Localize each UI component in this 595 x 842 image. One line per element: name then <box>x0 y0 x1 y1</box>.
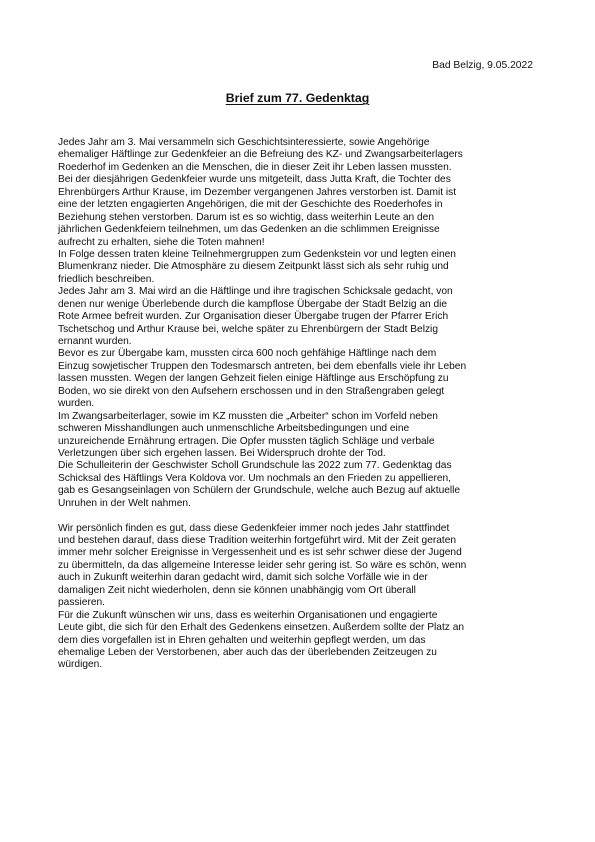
paragraph-line: immer mehr solcher Ereignisse in Vergessenheit und es ist sehr schwer diese der Jugend <box>58 547 462 559</box>
paragraph-line: ehemalige Leben der Verstorbenen, aber auch das der überlebenden Zeitzeugen zu <box>58 646 437 658</box>
paragraph-line: Leute gibt, die sich für den Erhalt des Gedenkens einsetzen. Außerdem sollte der Platz an <box>58 622 465 634</box>
paragraph-line: In Folge dessen traten kleine Teilnehmergruppen zum Gedenkstein vor und legten einen <box>58 248 456 260</box>
paragraph-line: Im Zwangsarbeiterlager, sowie im KZ mussten die „Arbeiter“ schon im Vorfeld neben <box>58 410 438 422</box>
paragraph-line: Unruhen in der Welt nahmen. <box>58 497 191 509</box>
paragraph-line: gab es Gesangseinlagen von Schülern der Grundschule, welche auch Bezug auf aktuelle <box>58 485 461 497</box>
letter-paragraph <box>58 137 548 249</box>
paragraph-line: und bestehen darauf, dass diese Tradition weiterhin fortgeführt wird. Mit der Zeit geraten <box>58 535 457 546</box>
paragraph-line: lassen mussten. Wegen der langen Gehzeit fielen einige Häftlinge aus Erschöpfung zu <box>58 373 449 385</box>
paragraph-line: Beziehung stehen verstorben. Darum ist es so wichtig, dass weiterhin Leute an den <box>58 211 435 223</box>
letter-title <box>0 91 595 106</box>
paragraph-line: Wir persönlich finden es gut, dass diese Gedenkfeier immer noch jedes Jahr stattfindet <box>58 522 450 534</box>
paragraph-line: Schicksal des Häftlings Vera Koldova vor. Um nochmals an den Frieden zu appellieren, <box>58 472 451 484</box>
letter-paragraph <box>58 523 548 610</box>
letter-paragraph <box>58 286 548 348</box>
letter-paragraph <box>58 348 548 410</box>
paragraph-line: ehemaliger Häftlinge zur Gedenkfeier an die Befreiung des KZ- und Zwangsarbeiterlagers <box>58 149 463 161</box>
paragraph-line: friedlich beschreiben. <box>58 273 155 285</box>
paragraph-line: Bei der diesjährigen Gedenkfeier wurde uns mitgeteilt, dass Jutta Kraft, die Tochter des <box>58 174 451 186</box>
letter-title-text: Brief zum 77. Gedenktag <box>225 91 370 105</box>
paragraph-line: Roederhof im Gedenken an die Menschen, die in dieser Zeit ihr Leben lassen mussten. <box>58 161 452 173</box>
paragraph-line: würdigen. <box>58 659 103 671</box>
paragraph-line: eine der letzten engagierten Angehörigen, die mit der Geschichte des Roederhofes in <box>58 199 443 211</box>
letter-paragraph <box>58 610 548 672</box>
paragraph-line: damaligen Zeit nicht wiederholen, denn sie können unabhängig vom Ort überall <box>58 584 416 596</box>
paragraph-line: unzureichende Ernährung ertragen. Die Opfer mussten täglich Schläge und verbale <box>58 435 435 447</box>
paragraph-line: wurden. <box>58 398 95 410</box>
paragraph-line: Jedes Jahr am 3. Mai wird an die Häftlinge und ihre tragischen Schicksale gedacht, von <box>58 286 453 298</box>
letter-paragraph <box>58 249 548 286</box>
paragraph-line: auch in Zukunft weiterhin daran gedacht wird, damit sich solche Vorfälle wie in der <box>58 572 428 584</box>
letter-paragraph <box>58 411 548 461</box>
paragraph-line: jährlichen Gedenkfeiern teilnehmen, um das Gedenken an die schlimmen Ereignisse <box>58 224 440 236</box>
paragraph-line: zu übermitteln, da das allgemeine Interesse leider sehr gering ist. So wäre es schön, wenn <box>58 559 467 571</box>
paragraph-line: Die Schulleiterin der Geschwister Scholl Grundschule las 2022 zum 77. Gedenktag das <box>58 460 452 472</box>
letter-date: Bad Belzig, 9.05.2022 <box>432 60 533 71</box>
paragraph-line: Jedes Jahr am 3. Mai versammeln sich Geschichtsinteressierte, sowie Angehörige <box>58 137 430 148</box>
paragraph-line: Blumenkranz nieder. Die Atmosphäre zu diesem Zeitpunkt lässt sich als sehr ruhig und <box>58 261 449 273</box>
letter-paragraph <box>58 460 548 510</box>
paragraph-line: dem dies vorgefallen ist in Ehren gehalten und weiterhin gepflegt werden, um das <box>58 634 426 646</box>
paragraph-line: Bevor es zur Übergabe kam, mussten circa 600 noch gehfähige Häftlinge nach dem <box>58 348 437 360</box>
paragraph-line: schweren Misshandlungen auch unmenschliche Arbeitsbedingungen und eine <box>58 423 410 435</box>
paragraph-line: Rote Armee befreit wurden. Zur Organisation dieser Übergabe trugen der Pfarrer Erich <box>58 311 449 323</box>
paragraph-line: Ehrenbürgers Arthur Krause, im Dezember vergangenen Jahres verstorben ist. Damit ist <box>58 186 457 198</box>
paragraph-line: Für die Zukunft wünschen wir uns, dass es weiterhin Organisationen und engagierte <box>58 609 438 621</box>
paragraph-line: ernannt wurden. <box>58 336 132 347</box>
paragraph-line: Verletzungen über sich ergehen lassen. Bei Widerspruch drohte der Tod. <box>58 447 386 459</box>
paragraph-line: passieren. <box>58 597 106 609</box>
letter-body <box>58 137 548 672</box>
paragraph-line: aufrecht zu erhalten, siehe die Toten mahnen! <box>58 236 265 248</box>
paragraph-line: Einzug sowjetischer Truppen den Todesmarsch antreten, bei dem ebenfalls viele ihr Leben <box>58 360 467 372</box>
paragraph-gap <box>58 510 548 522</box>
paragraph-line: denen nur wenige Überlebende durch die kampflose Übergabe der Stadt Belzig an die <box>58 298 448 310</box>
paragraph-line: Boden, wo sie direkt von den Aufsehern erschossen und in den Straßengraben gelegt <box>58 385 445 397</box>
paragraph-line: Tschetschog und Arthur Krause bei, welche später zu Ehrenbürgern der Stadt Belzig <box>58 323 438 335</box>
